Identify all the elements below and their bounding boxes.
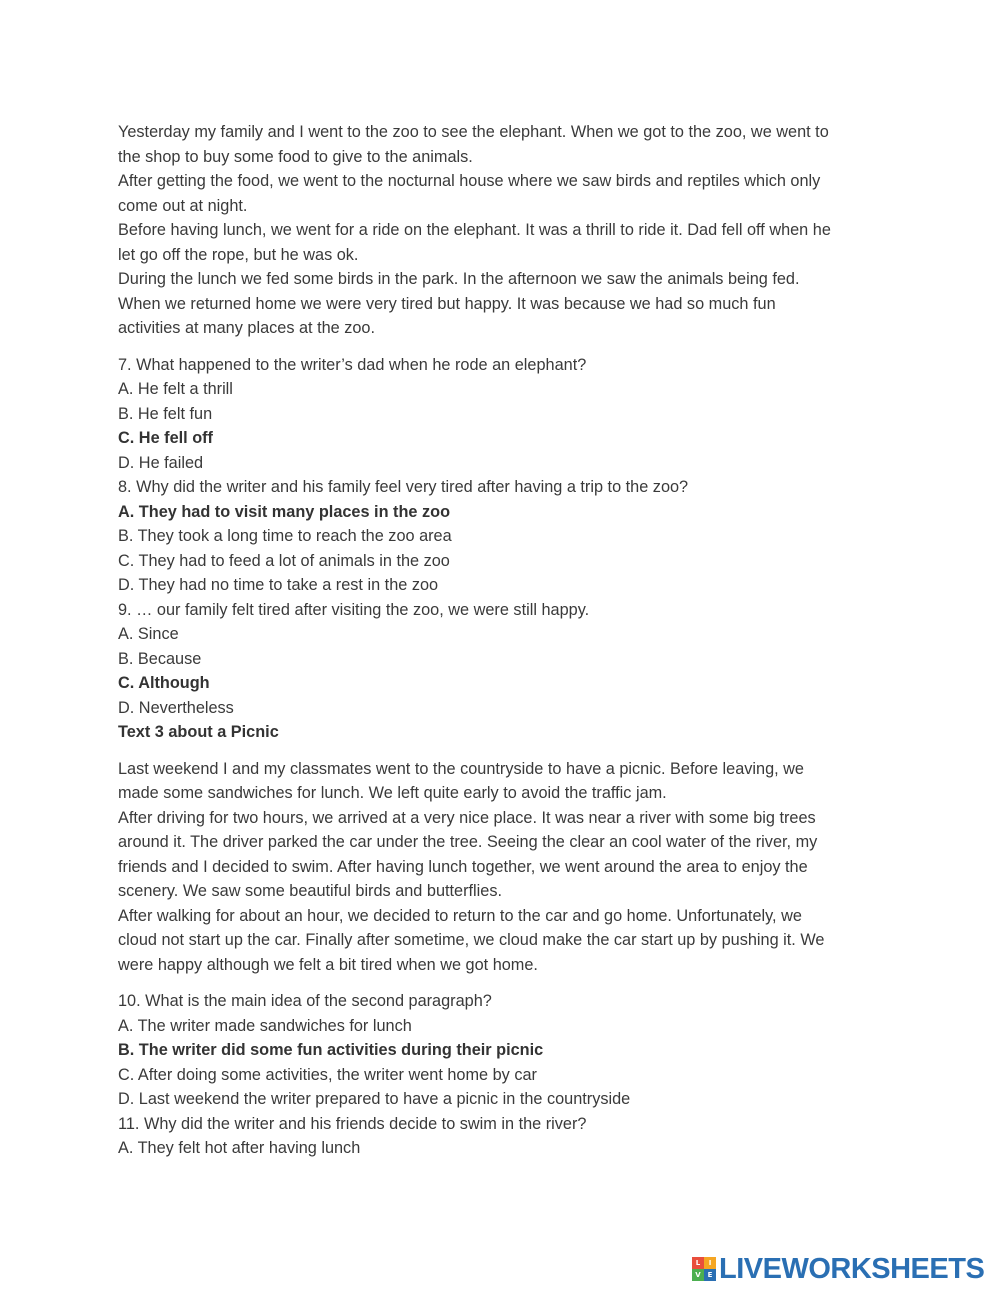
passage-line: Before having lunch, we went for a ride on the elephant. It was a thrill to ride it. Dad fell off when he	[118, 221, 831, 239]
answer-option: B. They took a long time to reach the zoo area	[118, 527, 452, 545]
question-11: 11. Why did the writer and his friends decide to swim in the river?	[118, 1114, 587, 1133]
passage-line: Last weekend I and my classmates went to the countryside to have a picnic. Before leaving, we	[118, 759, 804, 778]
text2-passage	[118, 120, 888, 341]
passage-line: come out at night.	[118, 196, 248, 215]
passage-line: After getting the food, we went to the nocturnal house where we saw birds and reptiles which only	[118, 172, 821, 190]
answer-option: B. He felt fun	[118, 404, 213, 423]
passage-line: scenery. We saw some beautiful birds and butterflies.	[118, 882, 502, 900]
answer-option: D. Nevertheless	[118, 698, 234, 717]
worksheet-page	[118, 120, 888, 1161]
passage-line: When we returned home we were very tired but happy. It was because we had so much fun	[118, 294, 776, 313]
correct-answer: A. They had to visit many places in the zoo	[118, 502, 451, 521]
answer-option: B. Because	[118, 649, 202, 668]
passage-line: made some sandwiches for lunch. We left quite early to avoid the traffic jam.	[118, 784, 667, 802]
correct-answer: C. He fell off	[118, 429, 213, 447]
passage-line: cloud not start up the car. Finally after sometime, we cloud make the car start up by pushing it. We	[118, 931, 825, 949]
passage-line: Yesterday my family and I went to the zoo to see the elephant. When we got to the zoo, we went to	[118, 123, 829, 141]
text3-questions	[118, 989, 888, 1161]
liveworksheets-logo[interactable]	[692, 1254, 984, 1284]
answer-option: C. They had to feed a lot of animals in the zoo	[118, 551, 450, 570]
passage-line: were happy although we felt a bit tired when we got home.	[118, 955, 538, 974]
passage-line: friends and I decided to swim. After having lunch together, we went around the area to enjoy the	[118, 857, 808, 876]
text3-passage	[118, 757, 888, 978]
question-8: 8. Why did the writer and his family feel very tired after having a trip to the zoo?	[118, 478, 689, 496]
passage-line: After driving for two hours, we arrived at a very nice place. It was near a river with some big trees	[118, 808, 816, 827]
passage-line: During the lunch we fed some birds in the park. In the afternoon we saw the animals being fed.	[118, 270, 800, 288]
section-heading: Text 3 about a Picnic	[118, 723, 279, 741]
logo-mark-letter: V	[692, 1269, 704, 1281]
text2-questions	[118, 353, 888, 721]
answer-option: C. After doing some activities, the writer went home by car	[118, 1065, 537, 1084]
correct-answer: B. The writer did some fun activities during their picnic	[118, 1041, 544, 1059]
passage-line: After walking for about an hour, we decided to return to the car and go home. Unfortunately, we	[118, 906, 802, 925]
logo-mark-letter: E	[704, 1269, 716, 1281]
question-9: 9. … our family felt tired after visiting the zoo, we were still happy.	[118, 600, 590, 619]
passage-line: around it. The driver parked the car under the tree. Seeing the clear an cool water of the river, my	[118, 833, 818, 851]
logo-mark-letter: I	[704, 1257, 716, 1269]
logo-mark-letter: L	[692, 1257, 704, 1269]
passage-line: let go off the rope, but he was ok.	[118, 245, 359, 264]
answer-option: D. They had no time to take a rest in the zoo	[118, 576, 439, 594]
answer-option: A. They felt hot after having lunch	[118, 1139, 361, 1157]
passage-line: the shop to buy some food to give to the animals.	[118, 147, 473, 166]
passage-line: activities at many places at the zoo.	[118, 319, 376, 337]
question-10: 10. What is the main idea of the second paragraph?	[118, 992, 492, 1010]
logo-mark-icon	[692, 1257, 716, 1281]
answer-option: A. Since	[118, 625, 179, 643]
answer-option: D. Last weekend the writer prepared to have a picnic in the countryside	[118, 1090, 631, 1108]
answer-option: D. He failed	[118, 453, 204, 472]
answer-option: A. He felt a thrill	[118, 380, 233, 398]
logo-text: LIVEWORKSHEETS	[719, 1253, 985, 1285]
correct-answer: C. Although	[118, 674, 210, 692]
question-7: 7. What happened to the writer’s dad when he rode an elephant?	[118, 355, 587, 374]
answer-option: A. The writer made sandwiches for lunch	[118, 1016, 412, 1035]
